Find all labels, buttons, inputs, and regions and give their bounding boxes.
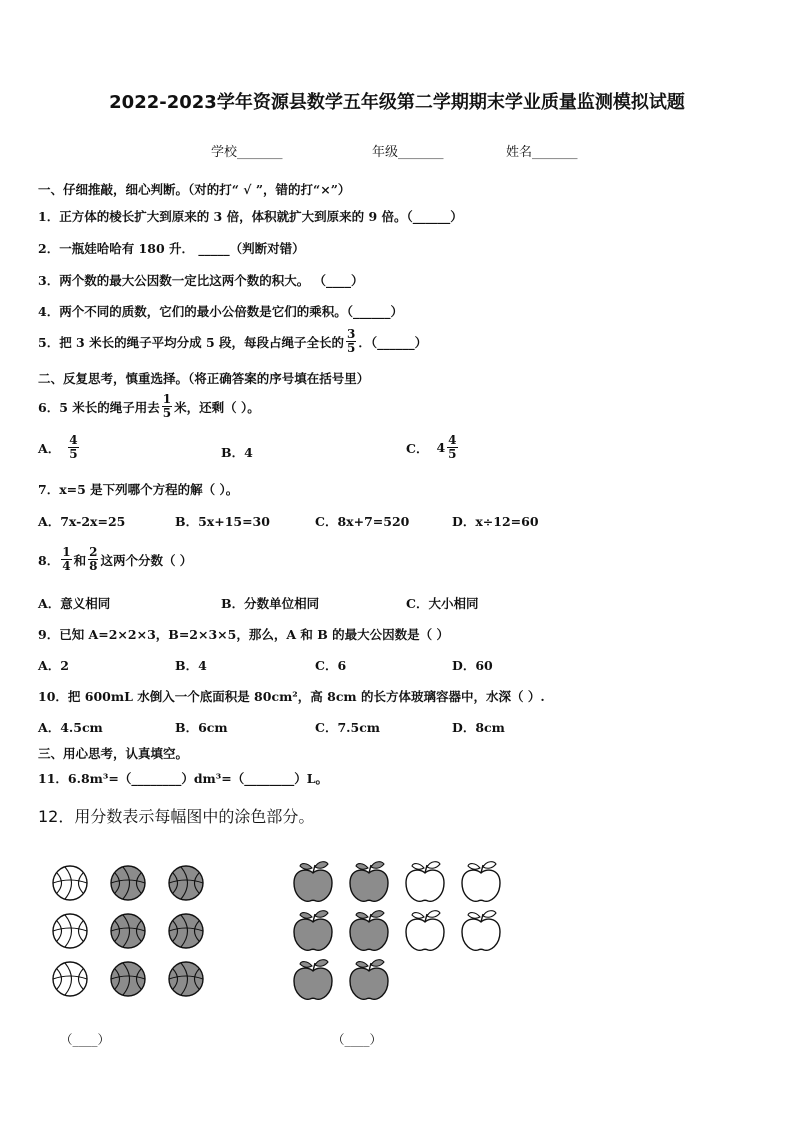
question-10: 10．把 600mL 水倒入一个底面积是 80cm²，高 8cm 的长方体玻璃容器中，水深（ ）.: [38, 689, 545, 704]
option-7a: A．7x-2x=25: [38, 514, 126, 529]
apple-icon: [462, 911, 500, 951]
apple-shaded-icon: [350, 960, 388, 1000]
option-6a: A． $\frac{4}{5}$: [38, 433, 78, 461]
fraction-4-5: $\frac{4}{5}$: [69, 433, 78, 461]
fraction-4-5-mixed: $\frac{4}{5}$: [448, 433, 457, 461]
question-4: 4．两个不同的质数，它们的最小公倍数是它们的乘积。（______）: [38, 304, 403, 319]
option-10b: B．6cm: [175, 720, 228, 735]
option-9b: B．4: [175, 658, 207, 673]
option-8b: B．分数单位相同: [221, 596, 320, 611]
name-field: 姓名_______: [506, 145, 578, 160]
option-9c: C．6: [315, 658, 347, 673]
option-10d: D．8cm: [452, 720, 505, 735]
basketball-shaded-icon: [111, 914, 145, 948]
apple-shaded-icon: [350, 862, 388, 902]
apple-shaded-icon: [294, 862, 332, 902]
option-7b: B．5x+15=30: [175, 514, 270, 529]
school-field: 学校_______: [211, 145, 283, 160]
fraction-2-8: $\frac{2}{8}$: [89, 545, 98, 573]
option-8c: C．大小相同: [406, 596, 479, 611]
basketball-figure: [40, 855, 220, 1005]
question-6-text: 6．5 米长的绳子用去: [38, 399, 160, 415]
section-1-heading: 一、仔细推敲，细心判断。（对的打“ √ ”，错的打“×”）: [38, 182, 351, 197]
option-10a: A．4.5cm: [38, 720, 103, 735]
question-5-blank: ．（______）: [358, 334, 428, 350]
basketball-shaded-icon: [169, 962, 203, 996]
section-2-heading: 二、反复思考，慎重选择。（将正确答案的序号填在括号里）: [38, 371, 370, 386]
basketball-icon: [53, 866, 87, 900]
apple-icon: [406, 911, 444, 951]
option-8a: A．意义相同: [38, 596, 111, 611]
question-9: 9．已知 A=2×2×3，B=2×3×5，那么，A 和 B 的最大公因数是（ ）: [38, 627, 450, 642]
basketball-shaded-icon: [111, 962, 145, 996]
question-12: 12．用分数表示每幅图中的涂色部分。: [38, 807, 315, 826]
question-11: 11．6.8m³=（________）dm³=（________）L。: [38, 771, 329, 786]
basketball-shaded-icon: [169, 866, 203, 900]
question-1: 1．正方体的棱长扩大到原来的 3 倍，体积就扩大到原来的 9 倍。（______）: [38, 209, 463, 224]
basketball-shaded-icon: [111, 866, 145, 900]
apple-icon: [462, 862, 500, 902]
fraction-1-4: $\frac{1}{4}$: [62, 545, 71, 573]
page-title: 2022-2023学年资源县数学五年级第二学期期末学业质量监测模拟试题: [109, 92, 685, 113]
question-5-text: 5．把 3 米长的绳子平均分成 5 段，每段占绳子全长的: [38, 334, 345, 350]
grade-field: 年级_______: [372, 145, 444, 160]
question-6-blank: 米，还剩（ ）。: [174, 399, 260, 415]
question-7: 7．x=5 是下列哪个方程的解（ ）。: [38, 482, 239, 497]
basketball-icon: [53, 962, 87, 996]
question-6: [38, 393, 260, 420]
apple-shaded-icon: [294, 960, 332, 1000]
apple-shaded-icon: [350, 911, 388, 951]
basketball-icon: [53, 914, 87, 948]
question-8: 8． $\frac{1}{4}$ 和 $\frac{2}{8}$ 这两个分数（ ）: [38, 545, 193, 573]
basketball-shaded-icon: [169, 914, 203, 948]
option-10c: C．7.5cm: [315, 720, 381, 735]
option-7d: D．x÷12=60: [452, 514, 539, 529]
question-3: 3．两个数的最大公因数一定比这两个数的积大。 （____）: [38, 273, 364, 288]
fraction-1-5: $\frac{1}{5}$: [162, 392, 172, 420]
option-9d: D．60: [452, 658, 493, 673]
option-6c: C． 4 $\frac{4}{5}$: [406, 433, 457, 461]
fraction-3-5: $\frac{3}{5}$: [347, 327, 356, 355]
option-6b: B．4: [221, 445, 253, 460]
answer-blank-right: （____）: [332, 1032, 383, 1047]
question-2: 2．一瓶娃哈哈有 180 升． _____（判断对错）: [38, 241, 305, 256]
apple-shaded-icon: [294, 911, 332, 951]
section-3-heading: 三、用心思考，认真填空。: [38, 746, 189, 761]
apple-figure: [285, 850, 515, 1005]
option-9a: A．2: [38, 658, 69, 673]
answer-blank-left: （____）: [60, 1032, 111, 1047]
question-5: [38, 328, 427, 355]
apple-icon: [406, 862, 444, 902]
option-7c: C．8x+7=520: [315, 514, 410, 529]
